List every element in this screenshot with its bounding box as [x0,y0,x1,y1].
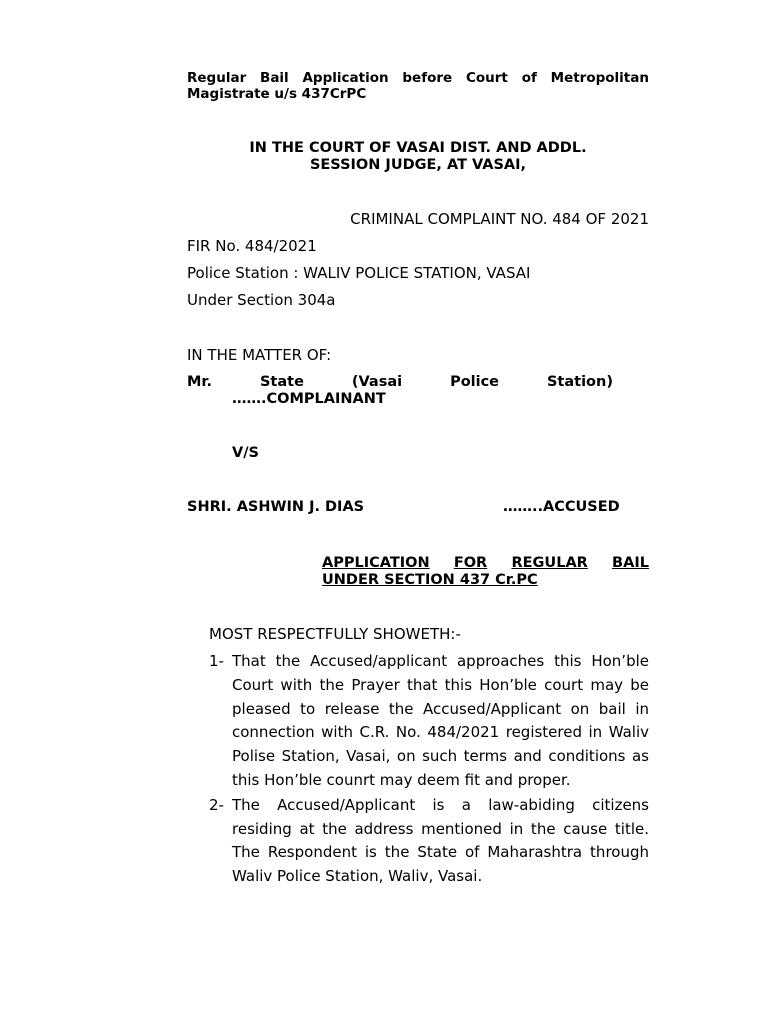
application-title-line2: UNDER SECTION 437 Cr.PC [322,572,538,588]
paragraph-number: 1- [209,652,224,670]
matter-label: IN THE MATTER OF: [187,346,332,364]
complainant-role: …….COMPLAINANT [232,391,386,407]
title-word: BAIL [612,555,649,571]
complainant-word: State [259,374,304,390]
complainant-name [187,374,613,391]
complainant-word: (Vasai [351,374,403,390]
complainant-word: Mr. [187,374,213,390]
paragraph-item [209,794,649,889]
paragraph-number: 2- [209,795,224,814]
title-word: APPLICATION [322,555,430,571]
under-section: Under Section 304a [187,291,336,309]
accused-name: SHRI. ASHWIN J. DIAS [187,499,365,515]
complainant-block [187,374,613,408]
court-title-line1: IN THE COURT OF VASAI DIST. AND ADDL. [249,140,587,156]
application-title [322,555,649,589]
court-title-line2: SESSION JUDGE, AT VASAI, [309,157,527,173]
paragraph-text: That the Accused/applicant approaches this Hon’ble Court with the Prayer that this Hon’ble court may be pleased to release the Accused/Applicant on bail in connection with C.R. No. 484/2021 registered in Waliv Polise Station, Vasai, on such terms and conditions as this Hon’ble counrt may deem fit and proper. [232,652,649,789]
application-title-line1 [322,555,649,572]
title-word: FOR [453,555,488,571]
complaint-number: CRIMINAL COMPLAINT NO. 484 OF 2021 [350,210,649,228]
accused-role: ……..ACCUSED [503,499,620,515]
fir-number: FIR No. 484/2021 [187,237,317,255]
title-word: REGULAR [511,555,588,571]
paragraph-list [209,650,649,890]
complainant-word: Police [450,374,500,390]
paragraph-item [209,650,649,793]
complainant-word: Station) [546,374,613,390]
application-heading: Regular Bail Application before Court of Metropolitan Magistrate u/s 437CrPC [187,70,649,102]
versus-label: V/S [232,445,259,461]
paragraph-text: The Accused/Applicant is a law-abiding citizens residing at the address mentioned in the cause title. The Respondent is the State of Maharashtra through Waliv Police Station, Waliv, Vasai. [232,795,649,886]
police-station: Police Station : WALIV POLICE STATION, VASAI [187,264,531,282]
showeth-label: MOST RESPECTFULLY SHOWETH:- [209,625,461,643]
court-title [187,140,649,174]
